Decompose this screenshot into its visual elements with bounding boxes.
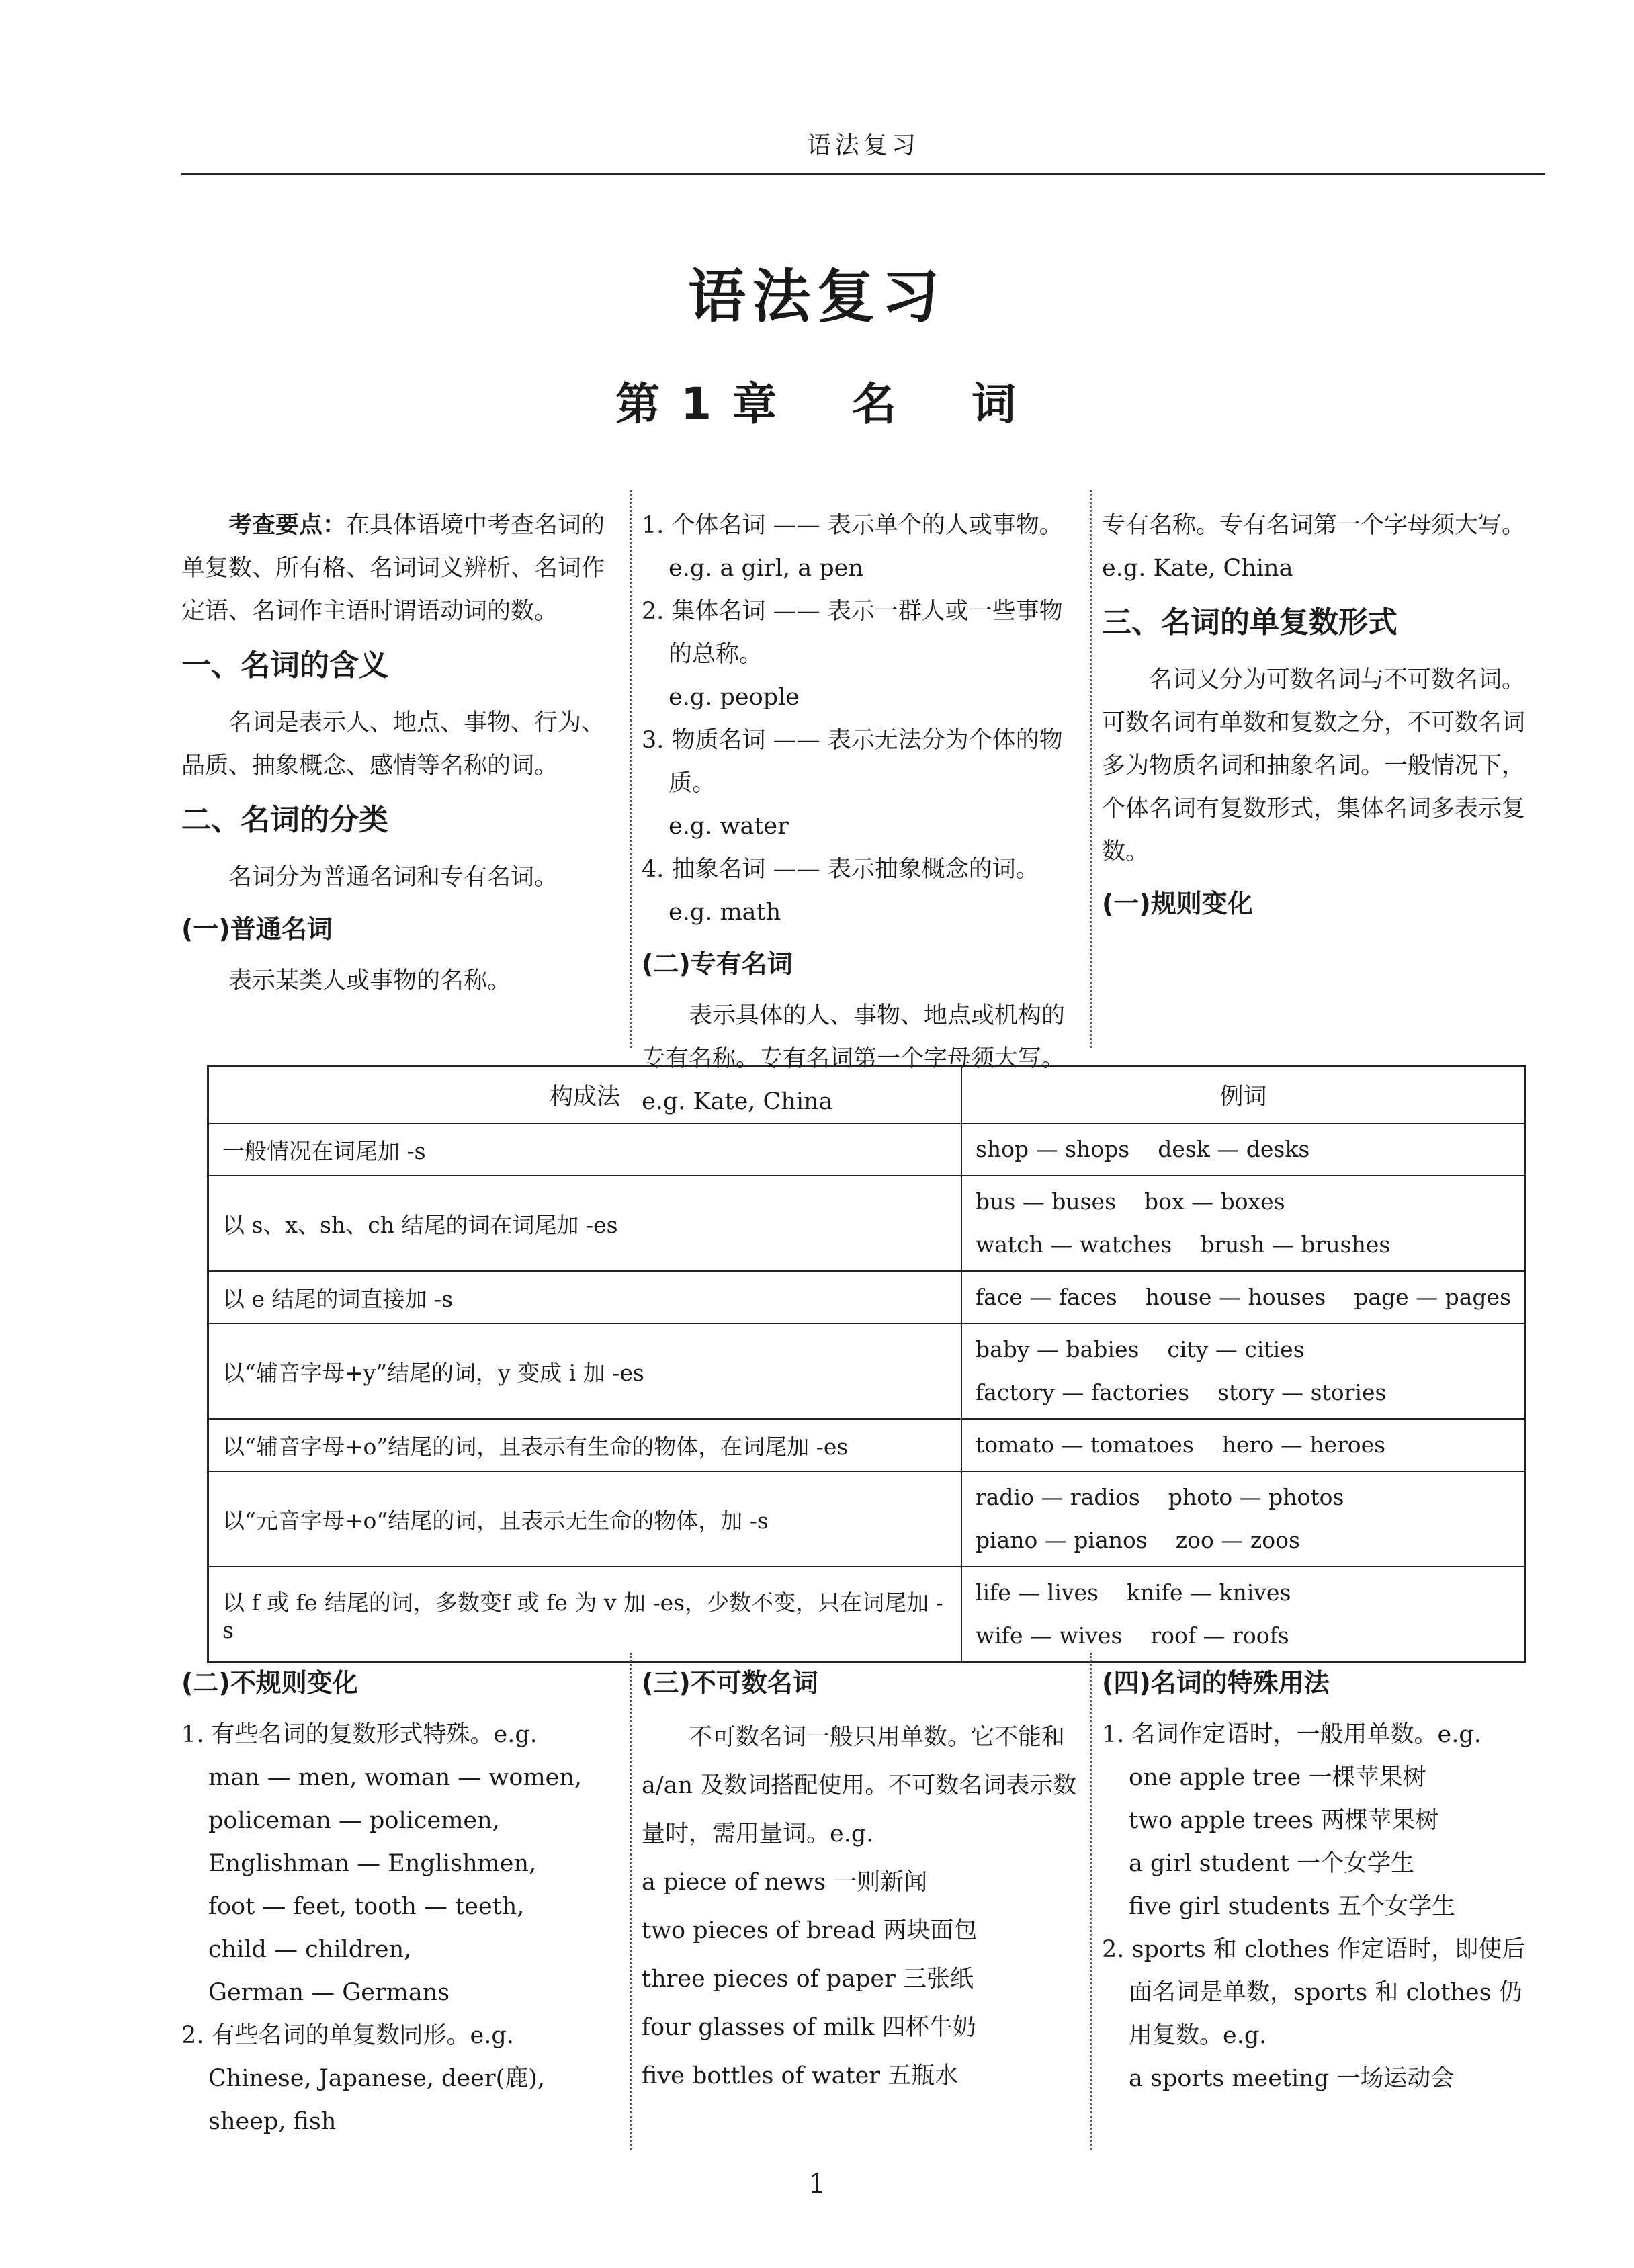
- list-item-example: e.g. math: [669, 899, 781, 926]
- list-item: 4. 抽象名词 —— 表示抽象概念的词。: [642, 856, 1039, 883]
- exam-focus-text: 在具体语境中考查名词的单复数、所有格、名词词义辨析、名词作定语、名词作主语时谓语动词的数。: [181, 512, 605, 625]
- table-row: [208, 1123, 1526, 1176]
- example-line: four glasses of milk 四杯牛奶: [642, 2014, 976, 2041]
- table-row: [208, 1567, 1526, 1663]
- example-line: baby — babies city — cities: [975, 1336, 1305, 1362]
- section3-text: 名词又分为可数名词与不可数名词。可数名词有单数和复数之分，不可数名词多为物质名词和抽象名词。一般情况下，个体名词有复数形式，集体名词多表示复数。: [1102, 666, 1526, 865]
- example-line: piano — pianos zoo — zoos: [975, 1527, 1300, 1553]
- plural-rules-table: [207, 1065, 1526, 1663]
- example-line: a piece of news 一则新闻: [642, 1869, 928, 1896]
- table-row: [208, 1176, 1526, 1271]
- table-row: [208, 1419, 1526, 1471]
- proper-noun-text: 表示具体的人、事物、地点或机构的专有名称。专有名词第一个字母须大写。e.g. Kate, China: [642, 1002, 1066, 1115]
- example-cell: [961, 1123, 1526, 1176]
- example-line: watch — watches brush — brushes: [975, 1231, 1391, 1258]
- irregular-examples-2: [181, 2057, 618, 2143]
- list-item-example: e.g. a girl, a pen: [669, 555, 863, 582]
- exam-focus: [181, 504, 618, 633]
- table-header: 构成法: [208, 1067, 961, 1124]
- example-cell: [961, 1176, 1526, 1271]
- exam-focus-label: 考查要点：: [228, 512, 347, 539]
- chapter-title: 第 1 章 名 词: [615, 378, 1019, 430]
- running-header: 语法复习: [806, 132, 920, 159]
- special-examples-2: [1102, 2057, 1545, 2100]
- example-line: factory — factories story — stories: [975, 1379, 1387, 1405]
- common-noun-heading: (一)普通名词: [181, 914, 333, 944]
- example-line: life — lives knife — knives: [975, 1579, 1291, 1606]
- example-line: five girl students 五个女学生: [1129, 1893, 1455, 1920]
- section2-heading: 二、名词的分类: [181, 803, 388, 837]
- uncountable-heading: (三)不可数名词: [642, 1668, 818, 1698]
- rule-cell: 以 e 结尾的词直接加 -s: [208, 1271, 961, 1323]
- example-cell: [961, 1567, 1526, 1663]
- section3-heading: 三、名词的单复数形式: [1102, 605, 1398, 640]
- proper-noun-continued: 专有名称。专有名词第一个字母须大写。e.g. Kate, China: [1102, 512, 1526, 582]
- example-line: foot — feet, tooth — teeth,: [208, 1893, 525, 1920]
- list-item-example: e.g. water: [669, 813, 789, 840]
- special-usage-heading: (四)名词的特殊用法: [1102, 1668, 1330, 1698]
- special-examples-1: [1102, 1756, 1545, 1928]
- irregular-examples-1: [181, 1756, 618, 2014]
- example-line: policeman — policemen,: [208, 1807, 500, 1834]
- irregular-item-1: 1. 有些名词的复数形式特殊。e.g.: [181, 1721, 538, 1748]
- rule-cell: 以“辅音字母+y”结尾的词，y 变成 i 加 -es: [208, 1323, 961, 1419]
- example-line: shop — shops desk — desks: [975, 1136, 1310, 1162]
- common-noun-text: 表示某类人或事物的名称。: [228, 967, 511, 994]
- special-item-2: 2. sports 和 clothes 作定语时，即使后面名词是单数，sports 和 clothes 仍用复数。e.g.: [1102, 1936, 1526, 2049]
- rule-cell: 一般情况在词尾加 -s: [208, 1123, 961, 1176]
- example-line: two pieces of bread 两块面包: [642, 1917, 978, 1944]
- section2-text: 名词分为普通名词和专有名词。: [228, 864, 558, 891]
- example-line: two apple trees 两棵苹果树: [1129, 1807, 1439, 1834]
- example-line: bus — buses box — boxes: [975, 1188, 1285, 1215]
- table-row: [208, 1323, 1526, 1419]
- example-line: a sports meeting 一场运动会: [1129, 2065, 1455, 2092]
- example-cell: [961, 1323, 1526, 1419]
- example-cell: [961, 1471, 1526, 1567]
- example-line: German — Germans: [208, 1979, 450, 2006]
- example-line: one apple tree 一棵苹果树: [1129, 1764, 1426, 1791]
- example-line: man — men, woman — women,: [208, 1764, 583, 1791]
- rule-cell: 以 f 或 fe 结尾的词，多数变f 或 fe 为 v 加 -es，少数不变，只在词尾加 -s: [208, 1567, 961, 1663]
- example-line: a girl student 一个女学生: [1129, 1850, 1415, 1877]
- column-divider: [1090, 490, 1092, 1048]
- example-line: face — faces house — houses page — pages: [975, 1284, 1511, 1310]
- list-item: 1. 个体名词 —— 表示单个的人或事物。: [642, 512, 1063, 539]
- section1-text: 名词是表示人、地点、事物、行为、品质、抽象概念、感情等名称的词。: [181, 709, 605, 779]
- example-line: Englishman — Englishmen,: [208, 1850, 537, 1877]
- lower-column-1: [181, 1653, 618, 2143]
- irregular-item-2: 2. 有些名词的单复数同形。e.g.: [181, 2022, 514, 2049]
- column-divider: [630, 1653, 632, 2150]
- rule-cell: 以 s、x、sh、ch 结尾的词在词尾加 -es: [208, 1176, 961, 1271]
- column-divider: [1090, 1653, 1092, 2150]
- header-rule: [181, 173, 1545, 175]
- list-item: 3. 物质名词 —— 表示无法分为个体的物质。: [642, 727, 1063, 797]
- irregular-heading: (二)不规则变化: [181, 1668, 358, 1698]
- section1-heading: 一、名词的含义: [181, 648, 388, 683]
- example-line: tomato — tomatoes hero — heroes: [975, 1432, 1386, 1458]
- table-header: 例词: [961, 1067, 1526, 1124]
- special-item-1: 1. 名词作定语时，一般用单数。e.g.: [1102, 1721, 1481, 1748]
- table-row: [208, 1271, 1526, 1323]
- proper-noun-heading: (二)专有名词: [642, 949, 793, 979]
- upper-column-2: [642, 504, 1078, 1115]
- example-cell: [961, 1419, 1526, 1471]
- list-item: 2. 集体名词 —— 表示一群人或一些事物的总称。: [642, 598, 1063, 668]
- uncountable-examples: [642, 1858, 1078, 2100]
- lower-column-3: [1102, 1653, 1545, 2100]
- example-line: Chinese, Japanese, deer(鹿), sheep, fish: [208, 2065, 546, 2135]
- table-row: [208, 1471, 1526, 1567]
- column-divider: [630, 490, 632, 1048]
- example-line: five bottles of water 五瓶水: [642, 2062, 959, 2089]
- example-line: child — children,: [208, 1936, 412, 1963]
- regular-change-heading: (一)规则变化: [1102, 889, 1253, 918]
- list-item-example: e.g. people: [669, 684, 800, 711]
- example-line: three pieces of paper 三张纸: [642, 1966, 974, 1993]
- example-cell: [961, 1271, 1526, 1323]
- rule-cell: 以“元音字母+o“结尾的词，且表示无生命的物体，加 -s: [208, 1471, 961, 1567]
- uncountable-text: 不可数名词一般只用单数。它不能和 a/an 及数词搭配使用。不可数名词表示数量时，需用量词。e.g.: [642, 1724, 1077, 1847]
- lower-column-2: [642, 1653, 1078, 2100]
- upper-column-3: [1102, 504, 1545, 934]
- upper-column-1: [181, 504, 618, 1002]
- page-title: 语法复习: [688, 263, 946, 331]
- example-line: wife — wives roof — roofs: [975, 1622, 1289, 1649]
- page-number: 1: [808, 2169, 826, 2199]
- example-line: radio — radios photo — photos: [975, 1484, 1344, 1510]
- rule-cell: 以“辅音字母+o”结尾的词，且表示有生命的物体，在词尾加 -es: [208, 1419, 961, 1471]
